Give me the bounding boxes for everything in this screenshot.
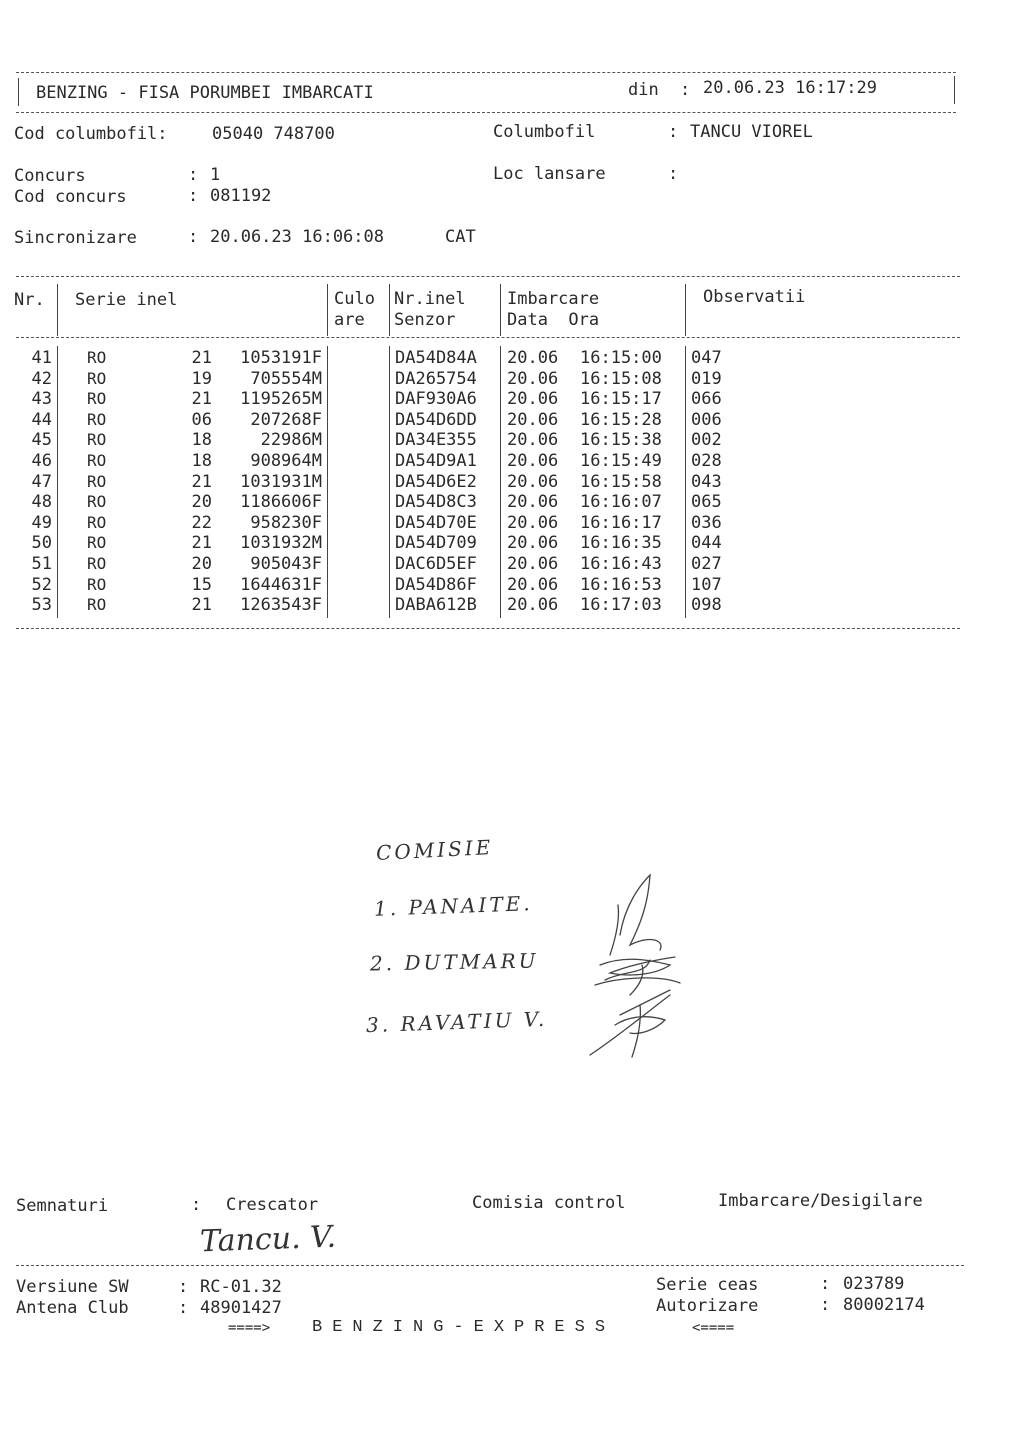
autorizare-label: Autorizare (656, 1296, 759, 1316)
cell-sensor: DA265754 (395, 368, 477, 389)
versiune-sw-colon: : (178, 1277, 189, 1297)
cell-year: 21 (191, 595, 212, 616)
col-header-culoare-2: are (334, 310, 365, 330)
cell-sensor: DAF930A6 (395, 389, 477, 410)
col-header-nr-inel-1: Nr.inel (394, 289, 466, 309)
cell-country: RO (87, 471, 107, 491)
cell-sensor: DABA612B (395, 595, 477, 616)
cell-ring: 1053191F (240, 348, 322, 368)
table-row (0, 533, 1024, 554)
col-sep-imbarcare (685, 284, 686, 336)
cell-country: RO (87, 389, 107, 409)
cell-date: 20.06 (507, 492, 559, 513)
cell-sensor: DA54D9A1 (395, 451, 477, 471)
cell-time: 16:16:17 (580, 512, 662, 533)
document-title: BENZING - FISA PORUMBEI IMBARCATI (36, 83, 374, 103)
cell-time: 16:17:03 (580, 595, 662, 616)
sincronizare-timezone: CAT (445, 227, 476, 247)
cell-nr: 41 (31, 348, 52, 368)
cell-obs: 107 (691, 574, 722, 595)
cell-country: RO (87, 554, 107, 573)
cell-time: 16:15:28 (580, 409, 662, 430)
cell-nr: 43 (31, 389, 52, 410)
cell-sensor: DA54D70E (395, 512, 477, 533)
columbofil-value: TANCU VIOREL (690, 122, 813, 142)
cell-obs: 043 (691, 471, 722, 492)
cell-date: 20.06 (507, 451, 559, 471)
versiune-sw-value: RC-01.32 (200, 1277, 282, 1297)
cell-ring: 207268F (250, 409, 322, 430)
cell-country: RO (87, 512, 107, 532)
cell-year: 20 (191, 492, 212, 513)
cell-year: 15 (191, 574, 212, 595)
cell-country: RO (87, 368, 107, 388)
cell-date: 20.06 (507, 368, 559, 389)
cell-nr: 52 (31, 574, 52, 595)
table-row (0, 554, 1024, 575)
cell-year: 06 (191, 409, 212, 430)
serie-ceas-value: 023789 (843, 1274, 905, 1294)
cell-ring: 22986M (260, 430, 322, 451)
table-top-rule (16, 276, 960, 277)
table-row (0, 369, 1024, 390)
col-sep-culoare (389, 284, 390, 336)
cod-concurs-label: Cod concurs (14, 187, 127, 207)
table-row (0, 348, 1024, 369)
cell-country: RO (87, 492, 107, 512)
cell-time: 16:15:00 (580, 348, 662, 368)
handwritten-member-3: 3. RAVATIU V. (365, 1006, 548, 1038)
cell-date: 20.06 (507, 554, 559, 574)
header-right-border (954, 76, 955, 104)
cell-sensor: DA34E355 (395, 430, 477, 451)
cell-obs: 044 (691, 533, 722, 554)
cell-sensor: DA54D84A (395, 348, 477, 368)
col-header-imbarcare-2: Data Ora (507, 310, 600, 330)
cell-ring: 1031932M (240, 533, 322, 554)
cell-country: RO (87, 533, 107, 553)
cell-ring: 1031931M (240, 471, 322, 492)
cell-year: 21 (191, 471, 212, 492)
col-sep-senzor (500, 284, 501, 336)
cell-date: 20.06 (507, 430, 559, 451)
cell-country: RO (87, 574, 107, 594)
table-row (0, 451, 1024, 472)
antena-club-value: 48901427 (200, 1298, 282, 1318)
table-row (0, 410, 1024, 431)
semnaturi-label: Semnaturi (16, 1196, 109, 1216)
cell-ring: 1263543F (240, 595, 322, 616)
serie-ceas-colon: : (820, 1274, 831, 1294)
cell-nr: 45 (31, 430, 52, 451)
cell-time: 16:16:07 (580, 492, 662, 513)
cell-nr: 53 (31, 595, 52, 616)
cell-obs: 002 (691, 430, 722, 451)
col-header-serie-inel: Serie inel (75, 290, 178, 310)
cell-country: RO (87, 595, 107, 615)
cell-time: 16:15:08 (580, 368, 662, 389)
cod-concurs-value: 081192 (210, 186, 272, 206)
cell-country: RO (87, 451, 107, 470)
commission-signature-scribbles (570, 865, 710, 1065)
col-header-imbarcare-1: Imbarcare (507, 289, 600, 309)
cell-obs: 006 (691, 409, 722, 430)
cod-concurs-colon: : (188, 186, 199, 206)
cell-time: 16:15:17 (580, 389, 662, 410)
cell-obs: 019 (691, 368, 722, 389)
cell-date: 20.06 (507, 389, 559, 410)
cell-ring: 1644631F (240, 574, 322, 595)
cell-obs: 028 (691, 451, 722, 471)
cell-ring: 1186606F (240, 492, 322, 513)
cell-ring: 705554M (250, 368, 322, 389)
cell-obs: 027 (691, 554, 722, 574)
cell-time: 16:16:43 (580, 554, 662, 574)
serie-ceas-label: Serie ceas (656, 1275, 759, 1295)
col-header-nr: Nr. (14, 290, 45, 310)
sincronizare-colon: : (188, 227, 199, 247)
col-header-observatii: Observatii (703, 287, 806, 307)
concurs-value: 1 (210, 165, 221, 185)
handwritten-member-1: 1. PANAITE. (373, 891, 534, 921)
table-header-rule (16, 337, 960, 338)
cell-year: 18 (191, 430, 212, 451)
cell-date: 20.06 (507, 512, 559, 533)
antena-club-label: Antena Club (16, 1298, 129, 1318)
cell-sensor: DA54D709 (395, 533, 477, 554)
antena-club-colon: : (178, 1298, 189, 1318)
table-row (0, 472, 1024, 493)
cell-date: 20.06 (507, 595, 559, 616)
autorizare-value: 80002174 (843, 1295, 925, 1315)
cell-obs: 098 (691, 595, 722, 616)
concurs-colon: : (188, 165, 199, 185)
banner-left-arrow: ====> (228, 1320, 271, 1336)
cell-sensor: DAC6D5EF (395, 554, 477, 574)
cell-ring: 905043F (250, 554, 322, 574)
cell-date: 20.06 (507, 574, 559, 595)
cell-nr: 49 (31, 512, 52, 533)
cell-sensor: DA54D8C3 (395, 492, 477, 513)
cell-time: 16:16:53 (580, 574, 662, 595)
table-row (0, 389, 1024, 410)
cell-obs: 047 (691, 348, 722, 368)
columbofil-label: Columbofil (493, 122, 596, 142)
cell-country: RO (87, 348, 107, 367)
banner-text: BENZING-EXPRESS (312, 1318, 616, 1337)
cell-date: 20.06 (507, 533, 559, 554)
versiune-sw-label: Versiune SW (16, 1277, 129, 1297)
sincronizare-label: Sincronizare (14, 228, 137, 248)
loc-lansare-colon: : (668, 164, 679, 184)
cell-sensor: DA54D86F (395, 574, 477, 595)
cell-nr: 44 (31, 409, 52, 430)
table-row (0, 513, 1024, 534)
cod-columbofil-label: Cod columbofil: (14, 124, 168, 144)
crescator-label: Crescator (226, 1195, 319, 1215)
col-header-culoare-1: Culo (334, 289, 375, 309)
cell-date: 20.06 (507, 409, 559, 430)
cell-time: 16:15:38 (580, 430, 662, 451)
cell-nr: 47 (31, 471, 52, 492)
cell-obs: 066 (691, 389, 722, 410)
col-sep-serie (327, 284, 328, 336)
cell-year: 21 (191, 348, 212, 368)
din-value: 20.06.23 16:17:29 (703, 78, 877, 98)
handwritten-comisie: COMISIE (375, 834, 494, 866)
col-sep-nr (57, 284, 58, 336)
header-left-border (18, 78, 19, 106)
cod-columbofil-value: 05040 748700 (212, 124, 335, 144)
table-row (0, 575, 1024, 596)
table-row (0, 595, 1024, 616)
cell-ring: 958230F (250, 512, 322, 533)
concurs-label: Concurs (14, 166, 86, 186)
banner-right-arrow: <==== (692, 1320, 735, 1336)
cell-ring: 908964M (250, 451, 322, 471)
cell-obs: 036 (691, 512, 722, 533)
col-header-nr-inel-2: Senzor (394, 310, 456, 330)
cell-date: 20.06 (507, 471, 559, 492)
cell-sensor: DA54D6DD (395, 409, 477, 430)
footer-top-rule (16, 1265, 964, 1266)
cell-year: 22 (191, 512, 212, 533)
cell-year: 21 (191, 389, 212, 410)
cell-country: RO (87, 430, 107, 450)
cell-time: 16:15:49 (580, 451, 662, 471)
autorizare-colon: : (820, 1295, 831, 1315)
cell-year: 19 (191, 368, 212, 389)
cell-country: RO (87, 409, 107, 429)
cell-ring: 1195265M (240, 389, 322, 410)
comisia-control-label: Comisia control (472, 1193, 626, 1213)
cell-obs: 065 (691, 492, 722, 513)
header-top-rule (16, 72, 956, 73)
crescator-signature: Tancu. V. (199, 1219, 337, 1260)
cell-time: 16:15:58 (580, 471, 662, 492)
table-row (0, 492, 1024, 513)
cell-nr: 42 (31, 368, 52, 389)
cell-year: 21 (191, 533, 212, 554)
columbofil-colon: : (668, 122, 679, 142)
table-row (0, 430, 1024, 451)
cell-nr: 48 (31, 492, 52, 513)
sincronizare-value: 20.06.23 16:06:08 (210, 227, 384, 247)
cell-date: 20.06 (507, 348, 559, 368)
table-bottom-rule (16, 628, 960, 629)
cell-year: 18 (191, 451, 212, 471)
cell-sensor: DA54D6E2 (395, 471, 477, 492)
cell-nr: 51 (31, 554, 52, 574)
din-label: din (628, 80, 659, 100)
cell-nr: 46 (31, 451, 52, 471)
imbarcare-desigilare-label: Imbarcare/Desigilare (718, 1191, 923, 1211)
semnaturi-colon: : (191, 1195, 202, 1215)
handwritten-member-2: 2. DUTMARU (369, 948, 539, 976)
header-bottom-rule (16, 112, 956, 113)
cell-time: 16:16:35 (580, 533, 662, 554)
cell-nr: 50 (31, 533, 52, 554)
cell-year: 20 (191, 554, 212, 574)
din-colon: : (680, 80, 691, 100)
loc-lansare-label: Loc lansare (493, 164, 606, 184)
